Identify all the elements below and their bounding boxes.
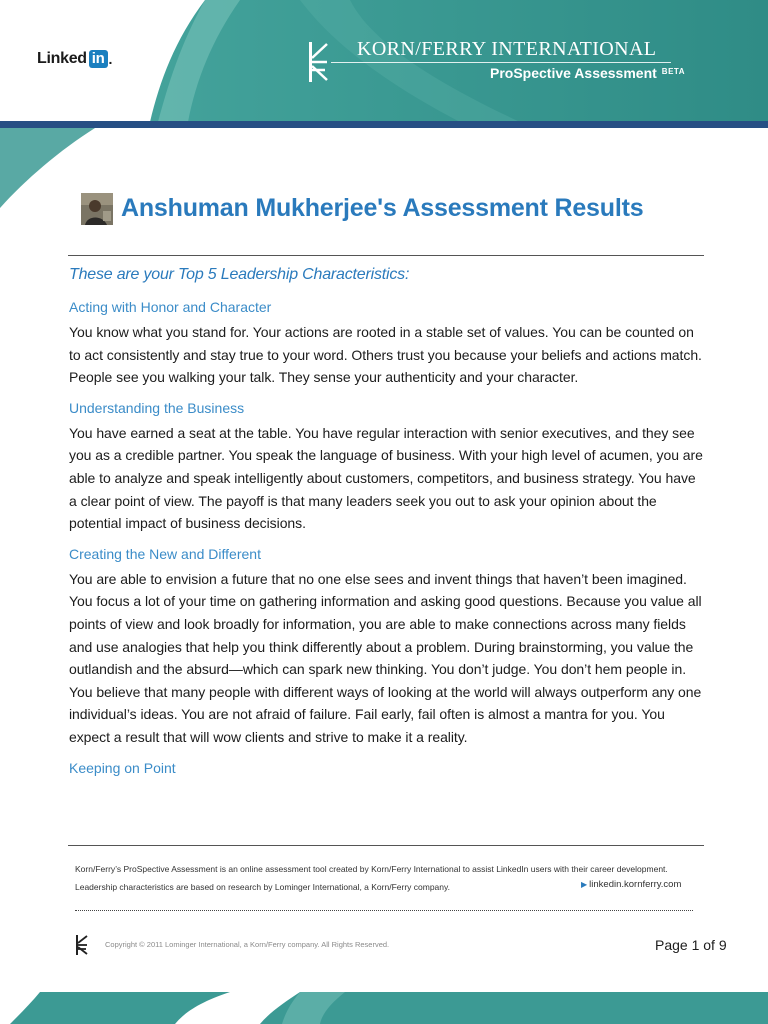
footer-link-text[interactable]: linkedin.kornferry.com: [589, 879, 682, 890]
korn-ferry-small-logo-icon: [75, 934, 89, 956]
korn-ferry-logo-icon: [307, 40, 331, 84]
page-title: Anshuman Mukherjee's Assessment Results: [121, 194, 644, 222]
dotted-divider: [75, 910, 693, 911]
product-name: [490, 65, 685, 81]
beta-badge: BETA: [661, 67, 685, 76]
product-name-text: ProSpective Assessment: [490, 65, 657, 81]
footer-band: [0, 992, 768, 1024]
copyright-text: Copyright © 2011 Lominger International, a Korn/Ferry company. All Rights Reserved.: [105, 940, 390, 949]
characteristic-section: [69, 298, 705, 389]
arrow-right-icon: ▶: [581, 880, 588, 889]
main-content: [69, 266, 705, 788]
characteristic-heading: Keeping on Point: [69, 759, 176, 776]
characteristic-heading: Creating the New and Different: [69, 545, 261, 562]
footer-band-graphic: [0, 992, 768, 1024]
linkedin-logo-text: Linked: [37, 50, 87, 67]
footer-link[interactable]: [581, 879, 681, 890]
characteristic-section: [69, 399, 705, 535]
header-divider: [331, 62, 671, 63]
avatar-image: [81, 193, 113, 225]
page-number: Page 1 of 9: [655, 937, 727, 953]
characteristic-heading: Understanding the Business: [69, 399, 245, 416]
characteristic-section: [69, 545, 705, 749]
linkedin-logo: [37, 50, 112, 68]
company-name: KORN/FERRY INTERNATIONAL: [357, 38, 657, 60]
profile-photo: [81, 193, 113, 225]
characteristic-heading: Acting with Honor and Character: [69, 299, 272, 315]
bottom-divider: [68, 845, 704, 846]
top-divider: [68, 255, 704, 256]
section-subtitle: These are your Top 5 Leadership Characteristics:: [69, 266, 410, 283]
characteristic-body: You know what you stand for. Your actions are rooted in a stable set of values. You can be counted on to act consistently and stay true to your word. Others trust you because your beliefs and actions match. People see you walking your talk. They sense your authenticity and your character.: [69, 324, 702, 386]
linkedin-in-badge: in: [89, 50, 108, 68]
characteristic-section: [69, 759, 705, 778]
characteristic-body: You are able to envision a future that no one else sees and invent things that haven’t been imagined. You focus a lot of your time on gathering information and asking good questions. Because you value all points of view and look broadly for information, you are able to make connections across many fields and use analogies that help you think differently about a problem. During brainstorming, you value the outlandish and the absurd—which can spark new thinking. You don’t judge. You don’t hem people in. You believe that many people with different ways of looking at the world will always outperform any one individual’s ideas. You are not afraid of failure. Fail early, fail often is almost a mantra for you. You expect a result that will wow clients and strive to make it a reality.: [69, 570, 702, 745]
linkedin-logo-dot: .: [108, 51, 113, 67]
footer-note: Korn/Ferry’s ProSpective Assessment is an online assessment tool created by Korn/Ferry International to assist LinkedIn users with their career development. Leadership characteristics are based on research by Lominger International, a Korn/Ferry company.: [75, 864, 668, 892]
characteristic-body: You have earned a seat at the table. You have regular interaction with senior executives, and they see you as a credible partner. You speak the language of business. With your high level of acumen, you are able to analyze and speak intelligently about customers, competitors, and business strategy. You have a clear point of view. The payoff is that many leaders seek you out to ask your opinion about the potential impact of business decisions.: [69, 424, 703, 532]
